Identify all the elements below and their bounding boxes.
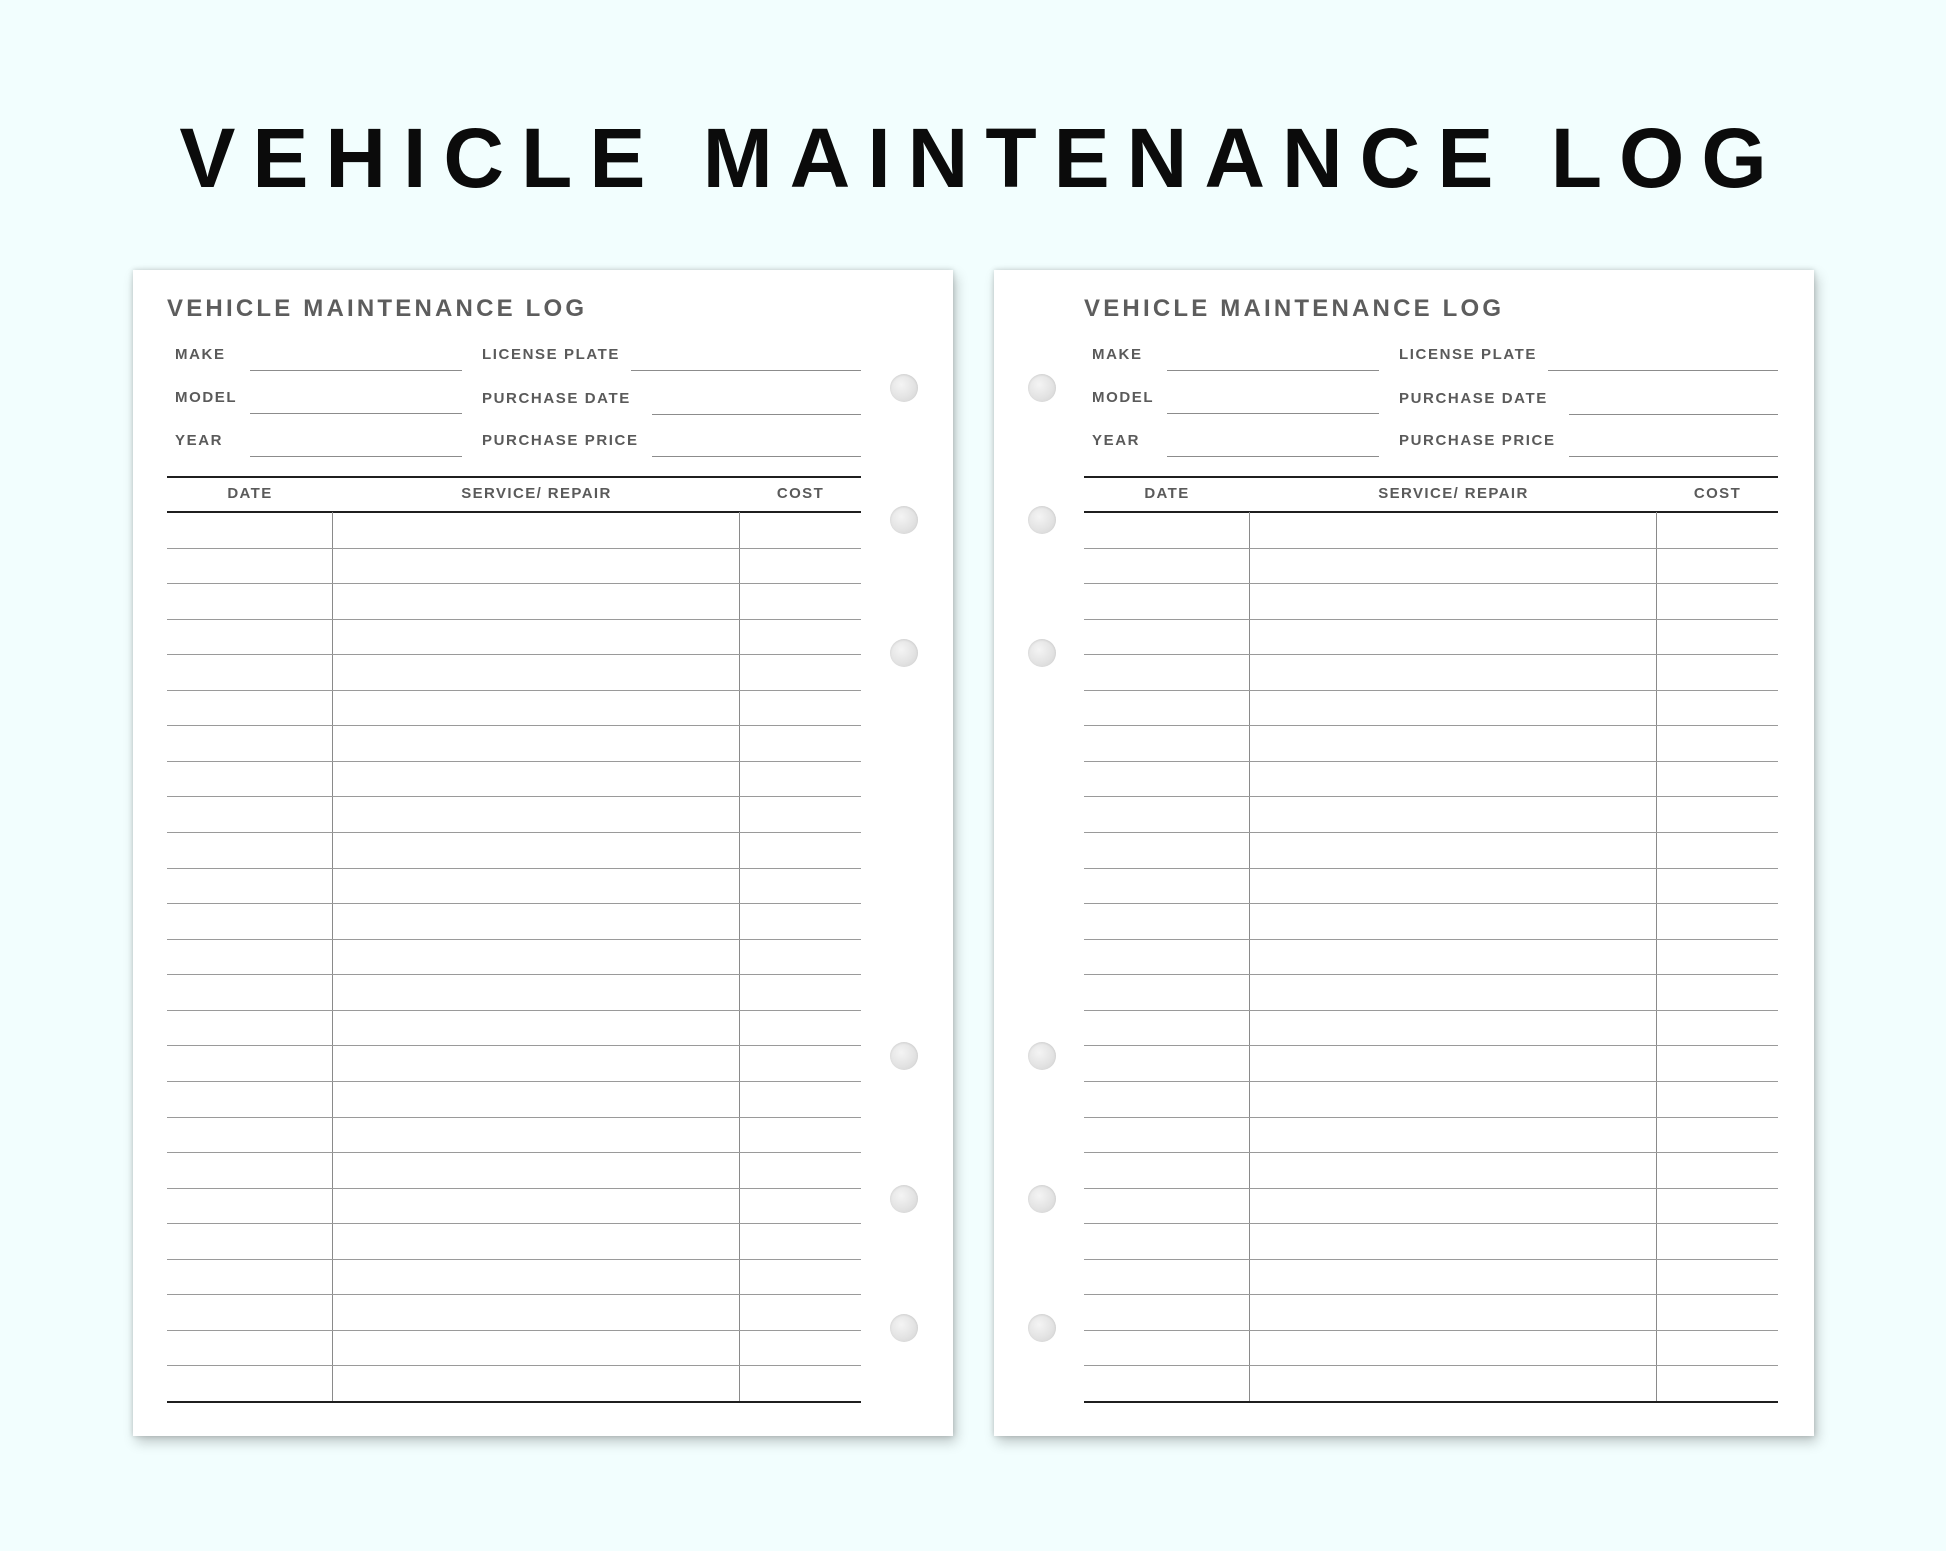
log-row-line[interactable] bbox=[1084, 1294, 1778, 1295]
planner-page-left bbox=[133, 270, 953, 1436]
binder-hole bbox=[1028, 639, 1056, 667]
field-label-make: MAKE bbox=[175, 346, 226, 363]
field-label-model: MODEL bbox=[1092, 389, 1155, 406]
log-row-line[interactable] bbox=[1084, 619, 1778, 620]
binder-hole bbox=[1028, 1314, 1056, 1342]
model-field[interactable] bbox=[250, 413, 462, 414]
table-bottom-rule bbox=[167, 1401, 861, 1403]
year-field[interactable] bbox=[250, 456, 462, 457]
log-row-line[interactable] bbox=[167, 1117, 861, 1118]
column-divider bbox=[332, 512, 333, 1402]
table-bottom-rule bbox=[1084, 1401, 1778, 1403]
log-row-line[interactable] bbox=[167, 974, 861, 975]
log-row-line[interactable] bbox=[1084, 1045, 1778, 1046]
log-row-line[interactable] bbox=[1084, 1152, 1778, 1153]
log-row-line[interactable] bbox=[167, 1259, 861, 1260]
binder-hole bbox=[890, 1185, 918, 1213]
log-row-line[interactable] bbox=[167, 939, 861, 940]
planner-page-right bbox=[994, 270, 1814, 1436]
log-row-line[interactable] bbox=[1084, 690, 1778, 691]
purchase-date-field[interactable] bbox=[1569, 414, 1778, 415]
log-row-line[interactable] bbox=[167, 725, 861, 726]
log-row-line[interactable] bbox=[1084, 1010, 1778, 1011]
log-row-line[interactable] bbox=[1084, 654, 1778, 655]
log-row-line[interactable] bbox=[1084, 1081, 1778, 1082]
log-row-line[interactable] bbox=[1084, 974, 1778, 975]
log-row-line[interactable] bbox=[167, 1365, 861, 1366]
log-row-line[interactable] bbox=[1084, 548, 1778, 549]
table-top-rule bbox=[1084, 476, 1778, 478]
log-row-line[interactable] bbox=[1084, 1188, 1778, 1189]
column-header-date: DATE bbox=[1144, 485, 1190, 502]
sheet-title: VEHICLE MAINTENANCE LOG bbox=[1084, 295, 1505, 322]
binder-hole bbox=[890, 639, 918, 667]
header-bottom-rule bbox=[1084, 511, 1778, 513]
binder-hole bbox=[890, 506, 918, 534]
binder-hole bbox=[890, 1042, 918, 1070]
log-row-line[interactable] bbox=[167, 832, 861, 833]
binder-hole bbox=[1028, 1042, 1056, 1070]
field-label-purchase-date: PURCHASE DATE bbox=[482, 390, 631, 407]
field-label-year: YEAR bbox=[175, 432, 224, 449]
header-bottom-rule bbox=[167, 511, 861, 513]
log-row-line[interactable] bbox=[167, 903, 861, 904]
column-header-date: DATE bbox=[227, 485, 273, 502]
log-row-line[interactable] bbox=[167, 1081, 861, 1082]
log-row-line[interactable] bbox=[1084, 939, 1778, 940]
field-label-make: MAKE bbox=[1092, 346, 1143, 363]
main-title: VEHICLE MAINTENANCE LOG bbox=[179, 111, 1784, 205]
column-header-service-repair: SERVICE/ REPAIR bbox=[461, 485, 612, 502]
log-row-line[interactable] bbox=[1084, 761, 1778, 762]
log-row-line[interactable] bbox=[1084, 1223, 1778, 1224]
log-row-line[interactable] bbox=[1084, 868, 1778, 869]
log-row-line[interactable] bbox=[167, 761, 861, 762]
field-label-model: MODEL bbox=[175, 389, 238, 406]
make-field[interactable] bbox=[1167, 370, 1379, 371]
license-plate-field[interactable] bbox=[631, 370, 861, 371]
log-row-line[interactable] bbox=[167, 1188, 861, 1189]
table-top-rule bbox=[167, 476, 861, 478]
column-divider bbox=[1249, 512, 1250, 1402]
field-label-license-plate: LICENSE PLATE bbox=[1399, 346, 1538, 363]
log-row-line[interactable] bbox=[167, 1223, 861, 1224]
model-field[interactable] bbox=[1167, 413, 1379, 414]
log-row-line[interactable] bbox=[167, 1330, 861, 1331]
purchase-date-field[interactable] bbox=[652, 414, 861, 415]
log-row-line[interactable] bbox=[1084, 725, 1778, 726]
binder-hole bbox=[1028, 374, 1056, 402]
log-row-line[interactable] bbox=[167, 1152, 861, 1153]
binder-hole bbox=[1028, 506, 1056, 534]
log-row-line[interactable] bbox=[167, 583, 861, 584]
field-label-purchase-date: PURCHASE DATE bbox=[1399, 390, 1548, 407]
log-row-line[interactable] bbox=[1084, 1365, 1778, 1366]
log-row-line[interactable] bbox=[1084, 832, 1778, 833]
log-row-line[interactable] bbox=[167, 1045, 861, 1046]
log-row-line[interactable] bbox=[1084, 1117, 1778, 1118]
year-field[interactable] bbox=[1167, 456, 1379, 457]
make-field[interactable] bbox=[250, 370, 462, 371]
field-label-year: YEAR bbox=[1092, 432, 1141, 449]
column-header-cost: COST bbox=[1693, 485, 1742, 502]
log-row-line[interactable] bbox=[167, 690, 861, 691]
log-row-line[interactable] bbox=[1084, 1259, 1778, 1260]
log-row-line[interactable] bbox=[167, 796, 861, 797]
log-row-line[interactable] bbox=[167, 1294, 861, 1295]
field-label-purchase-price: PURCHASE PRICE bbox=[482, 432, 639, 449]
column-divider bbox=[1656, 512, 1657, 1402]
log-row-line[interactable] bbox=[167, 868, 861, 869]
binder-hole bbox=[890, 374, 918, 402]
log-row-line[interactable] bbox=[167, 1010, 861, 1011]
field-label-license-plate: LICENSE PLATE bbox=[482, 346, 621, 363]
purchase-price-field[interactable] bbox=[652, 456, 861, 457]
column-divider bbox=[739, 512, 740, 1402]
sheet-title: VEHICLE MAINTENANCE LOG bbox=[167, 295, 588, 322]
binder-hole bbox=[890, 1314, 918, 1342]
log-row-line[interactable] bbox=[1084, 1330, 1778, 1331]
log-row-line[interactable] bbox=[167, 654, 861, 655]
license-plate-field[interactable] bbox=[1548, 370, 1778, 371]
column-header-service-repair: SERVICE/ REPAIR bbox=[1378, 485, 1529, 502]
purchase-price-field[interactable] bbox=[1569, 456, 1778, 457]
field-label-purchase-price: PURCHASE PRICE bbox=[1399, 432, 1556, 449]
log-row-line[interactable] bbox=[167, 619, 861, 620]
log-row-line[interactable] bbox=[167, 548, 861, 549]
log-row-line[interactable] bbox=[1084, 903, 1778, 904]
binder-hole bbox=[1028, 1185, 1056, 1213]
column-header-cost: COST bbox=[776, 485, 825, 502]
log-row-line[interactable] bbox=[1084, 796, 1778, 797]
log-row-line[interactable] bbox=[1084, 583, 1778, 584]
